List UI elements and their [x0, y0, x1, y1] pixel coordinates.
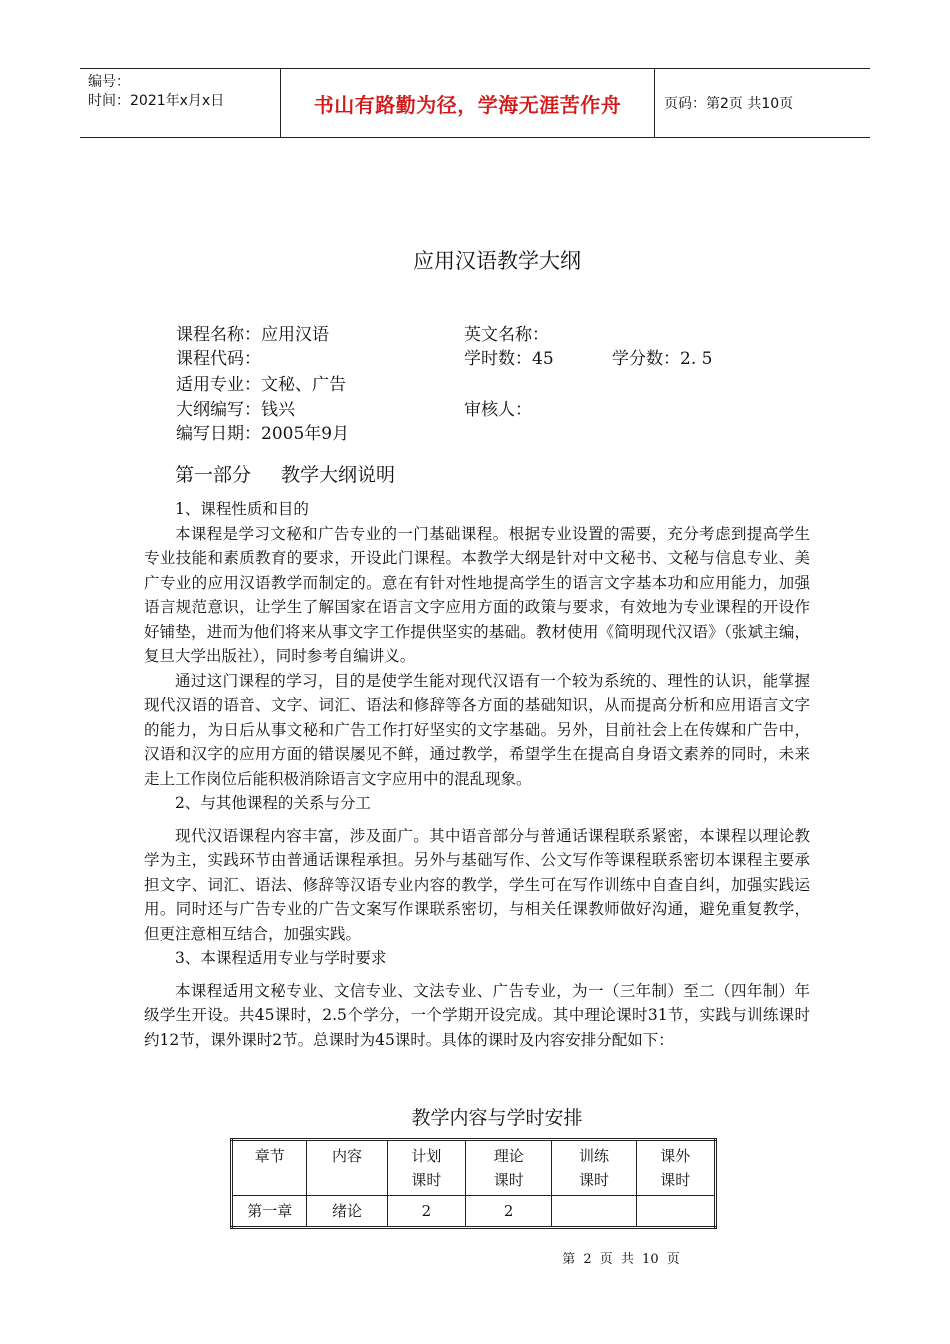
header-info: [88, 73, 224, 111]
table-header-cell: 训练 课时: [552, 1140, 636, 1196]
table-title: 教学内容与学时安排: [411, 1107, 583, 1129]
part-heading: [175, 460, 395, 487]
table-cell: 绪论: [307, 1196, 387, 1228]
table-header-cell: 理论 课时: [466, 1140, 552, 1196]
paragraph: 本课程适用文秘专业、文信专业、文法专业、广告专业，为一（三年制）至二（四年制）年级学生开设。共45课时，2.5个学分，一个学期开设完成。其中理论课时31节，实践与训练课时约12节，课外课时2节。总课时为45课时。具体的课时及内容安排分配如下：: [144, 981, 810, 1049]
meta-english-name: 英文名称：: [464, 325, 549, 345]
section-heading-2: 2、与其他课程的关系与分工: [175, 794, 371, 812]
table-header-cell: 课外 课时: [636, 1140, 715, 1196]
header-page-number: 页码：第2页 共10页: [664, 96, 794, 112]
table-header-row: [232, 1140, 716, 1196]
table-cell: 2: [466, 1196, 552, 1228]
meta-course-name: 课程名称：应用汉语: [176, 325, 329, 345]
paragraph: 本课程是学习文秘和广告专业的一门基础课程。根据专业设置的需要，充分考虑到提高学生专业技能和素质教育的要求，开设此门课程。本教学大纲是针对中文秘书、文秘与信息专业、美广专业的应用汉语教学而制定的。意在有针对性地提高学生的语言文字基本功和应用能力，加强语言规范意识，让学生了解国家在语言文字应用方面的政策与要求，有效地为专业课程的开设作好铺垫，进而为他们将来从事文字工作提供坚实的基础。教材使用《简明现代汉语》（张斌主编，复旦大学出版社），同时参考自编讲义。: [144, 524, 810, 665]
table-cell: [552, 1196, 636, 1228]
meta-hours: 学时数：45: [464, 349, 554, 369]
meta-author: 大纲编写：钱兴: [176, 400, 295, 420]
table-cell: 2: [387, 1196, 465, 1228]
paragraph: 通过这门课程的学习，目的是使学生能对现代汉语有一个较为系统的、理性的认识，能掌握现代汉语的语音、文字、词汇、语法和修辞等各方面的基础知识，从而提高分析和应用语言文字的能力，为日后从事文秘和广告工作打好坚实的文字基础。另外，目前社会上在传媒和广告中，汉语和汉字的应用方面的错误屡见不鲜，通过教学，希望学生在提高自身语文素养的同时，未来走上工作岗位后能积极消除语言文字应用中的混乱现象。: [144, 671, 810, 788]
table-cell: 第一章: [232, 1196, 307, 1228]
section-heading-3: 3、本课程适用专业与学时要求: [175, 949, 387, 967]
table-header-cell: 内容: [307, 1140, 387, 1196]
meta-reviewer: 审核人：: [464, 400, 532, 420]
table-cell: [636, 1196, 715, 1228]
header-time: 时间：2021年x月x日: [88, 93, 225, 109]
meta-credits: 学分数：2. 5: [612, 349, 713, 369]
table-header-cell: 计划 课时: [387, 1140, 465, 1196]
part-label: 第一部分: [175, 464, 252, 486]
header-motto: 书山有路勤为径，学海无涯苦作舟: [280, 69, 655, 137]
document-body: [144, 497, 810, 1052]
schedule-table: [230, 1138, 717, 1229]
page-footer: 第 2 页 共 10 页: [562, 1252, 680, 1267]
table-row: [232, 1196, 716, 1228]
meta-majors: 适用专业：文秘、广告: [176, 375, 346, 395]
meta-date: 编写日期：2005年9月: [176, 424, 350, 444]
document-title: 应用汉语教学大纲: [413, 249, 581, 273]
page-header: [80, 68, 870, 138]
meta-course-code: 课程代码：: [176, 349, 261, 369]
header-number: 编号：: [88, 74, 130, 90]
paragraph: 现代汉语课程内容丰富，涉及面广。其中语音部分与普通话课程联系紧密，本课程以理论教学为主，实践环节由普通话课程承担。另外与基础写作、公文写作等课程联系密切本课程主要承担文字、词汇、语法、修辞等汉语专业内容的教学，学生可在写作训练中自查自纠，加强实践运用。同时还与广告专业的广告文案写作课联系密切，与相关任课教师做好沟通，避免重复教学，但更注意相互结合，加强实践。: [144, 826, 810, 943]
section-heading-1: 1、课程性质和目的: [175, 500, 309, 518]
table-header-cell: 章节: [232, 1140, 307, 1196]
part-title: 教学大纲说明: [281, 464, 396, 486]
